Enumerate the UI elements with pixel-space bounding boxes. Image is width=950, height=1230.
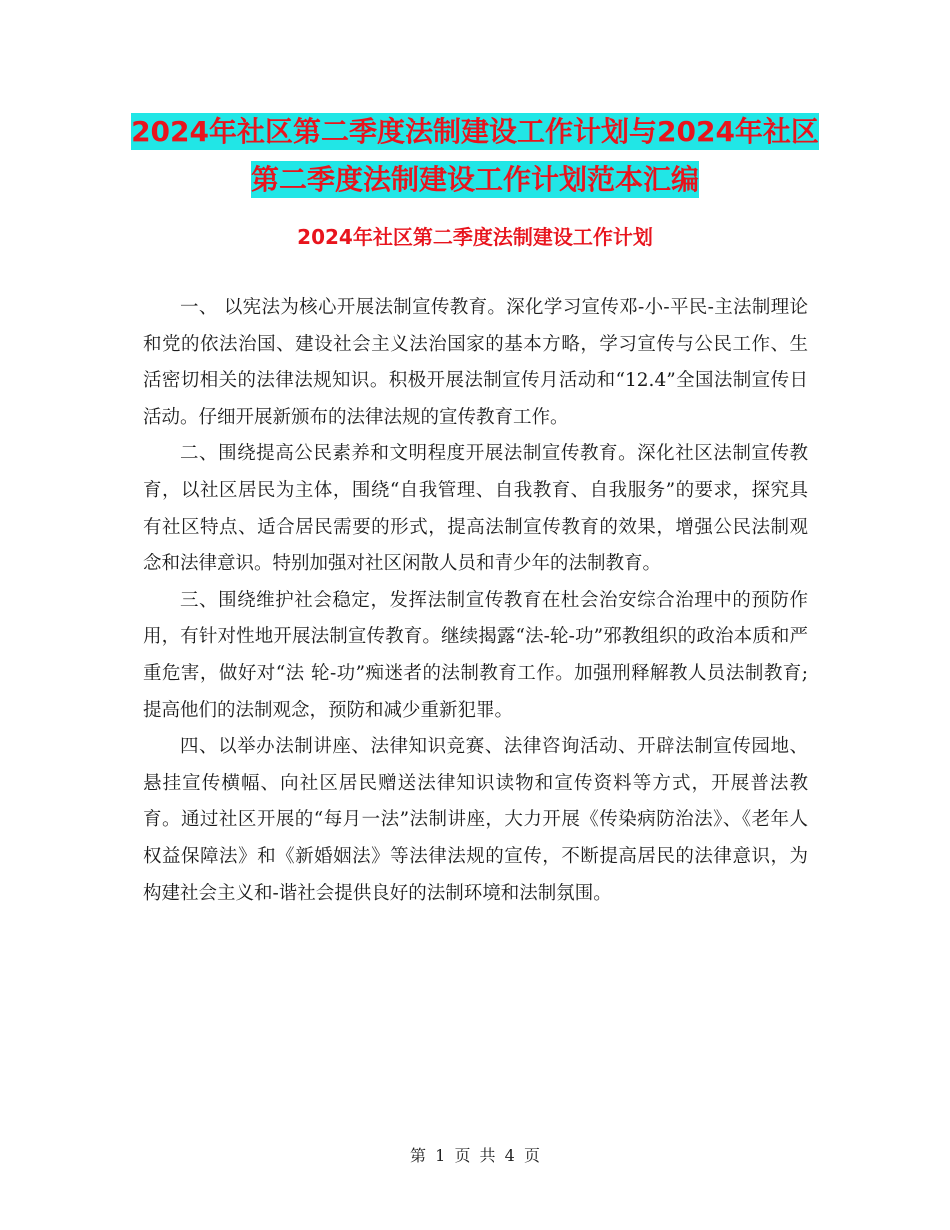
page-footer [0,1144,950,1168]
footer-prefix: 第 [410,1146,427,1165]
footer-suffix: 页 [523,1146,540,1165]
section-title: 2024年社区第二季度法制建设工作计划 [297,225,653,249]
main-title [0,108,950,204]
main-title-line2: 第二季度法制建设工作计划范本汇编 [250,163,699,196]
footer-current-page: 1 [435,1146,446,1165]
paragraph-4: 四、以举办法制讲座、法律知识竞赛、法律咨询活动、开辟法制宣传园地、悬挂宣传横幅、向社区居民赠送法律知识读物和宣传资料等方式，开展普法教育。通过社区开展的“每月一法”法制讲座，大力开展《传染病防治法》、《老年人权益保障法》和《新婚姻法》等法律法规的宣传，不断提高居民的法律意识，为构建社会主义和-谐社会提供良好的法制环境和法制氛围。 [143,736,808,904]
footer-total-word: 共 [479,1146,496,1165]
paragraph-2: 二、围绕提高公民素养和文明程度开展法制宣传教育。深化社区法制宣传教育，以社区居民为主体，围绕“自我管理、自我教育、自我服务”的要求，探究具有社区特点、适合居民需要的形式，提高法制宣传教育的效果，增强公民法制观念和法律意识。特别加强对社区闲散人员和青少年的法制教育。 [143,443,808,575]
main-title-line1: 2024年社区第二季度法制建设工作计划与2024年社区 [131,115,819,148]
footer-total-pages: 4 [504,1146,515,1165]
document-body [143,290,808,912]
paragraph-1: 一、 以宪法为核心开展法制宣传教育。深化学习宣传邓-小-平民-主法制理论和党的依法治国、建设社会主义法治国家的基本方略，学习宣传与公民工作、生活密切相关的法律法规知识。积极开展法制宣传月活动和“12.4”全国法制宣传日活动。仔细开展新颁布的法律法规的宣传教育工作。 [143,297,808,428]
footer-page-word: 页 [454,1146,471,1165]
paragraph-3: 三、围绕维护社会稳定，发挥法制宣传教育在杜会治安综合治理中的预防作用，有针对性地开展法制宣传教育。继续揭露“法-轮-功”邪教组织的政治本质和严重危害，做好对“法 轮-功”痴迷者的法制教育工作。加强刑释解教人员法制教育;提高他们的法制观念，预防和减少重新犯罪。 [143,589,808,721]
